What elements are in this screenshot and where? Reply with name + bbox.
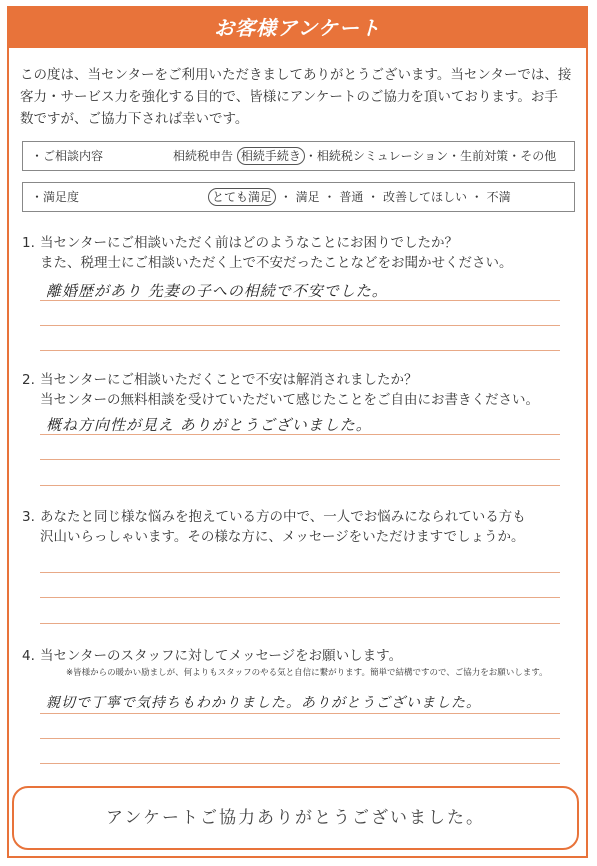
answer-2[interactable]: 概ね方向性が見え ありがとうございました。 bbox=[46, 416, 372, 434]
consult-content-box bbox=[22, 141, 575, 171]
consult-option[interactable]: 相続税申告 bbox=[173, 149, 234, 163]
question-text: あなたと同じ様な悩みを抱えている方の中で、一人でお悩みになられている方も bbox=[40, 509, 526, 525]
answer-line bbox=[40, 623, 560, 624]
page-title: お客様アンケート bbox=[7, 6, 588, 48]
answer-line bbox=[40, 763, 560, 764]
thanks-message: アンケートご協力ありがとうございました。 bbox=[12, 786, 579, 850]
answer-line bbox=[40, 485, 560, 486]
satisfaction-option-selected[interactable]: とても満足 bbox=[208, 188, 276, 206]
satisfaction-option[interactable]: 満足 bbox=[295, 190, 320, 204]
consult-label: ・ご相談内容 bbox=[31, 149, 104, 163]
answer-line bbox=[40, 459, 560, 460]
question-text: また、税理士にご相談いただく上で不安だったことなどをお聞かせください。 bbox=[40, 255, 513, 271]
question-1 bbox=[22, 233, 582, 273]
consult-options: 相続税申告 相続手続き ・相続税シミュレーション・生前対策・その他 bbox=[173, 149, 557, 163]
satisfaction-option[interactable]: 普通 bbox=[339, 190, 364, 204]
question-text: 沢山いらっしゃいます。その様な方に、メッセージをいただけますでしょうか。 bbox=[40, 529, 525, 545]
satisfaction-box bbox=[22, 182, 575, 212]
question-text: 当センターのスタッフに対してメッセージをお願いします。 bbox=[40, 648, 403, 664]
question-2 bbox=[22, 370, 582, 410]
question-number: 1. bbox=[22, 235, 35, 251]
answer-1[interactable]: 離婚歴があり 先妻の子への相続で不安でした。 bbox=[46, 282, 388, 300]
intro-line: この度は、当センターをご利用いただきましてありがとうございます。当センターでは、接 bbox=[20, 67, 572, 83]
intro-line: 客力・サービス力を強化する目的で、皆様にアンケートのご協力を頂いております。お手 bbox=[20, 89, 558, 105]
question-number: 4. bbox=[22, 648, 35, 664]
satisfaction-option[interactable]: 改善してほしい bbox=[382, 190, 467, 204]
satisfaction-label: ・満足度 bbox=[31, 190, 80, 204]
intro-line: 数ですが、ご協力下されば幸いです。 bbox=[20, 111, 249, 127]
question-3 bbox=[22, 507, 582, 547]
question-text: 当センターにご相談いただく前はどのようなことにお困りでしたか？ bbox=[40, 235, 458, 251]
answer-line bbox=[40, 738, 560, 739]
consult-option[interactable]: 生前対策 bbox=[460, 149, 509, 163]
question-text: 当センターにご相談いただくことで不安は解消されましたか？ bbox=[40, 372, 418, 388]
answer-line bbox=[40, 350, 560, 351]
consult-option[interactable]: その他 bbox=[520, 149, 557, 163]
answer-line bbox=[40, 434, 560, 435]
answer-4[interactable]: 親切で丁寧で気持ちもわかりました。ありがとうございました。 bbox=[46, 695, 481, 711]
satisfaction-options: とても満足 ・ 満足 ・ 普通 ・ 改善してほしい ・ 不満 bbox=[208, 183, 511, 211]
answer-line bbox=[40, 597, 560, 598]
intro-text bbox=[20, 64, 580, 130]
answer-line bbox=[40, 713, 560, 714]
question-4 bbox=[22, 646, 582, 680]
answer-line bbox=[40, 300, 560, 301]
question-number: 2. bbox=[22, 372, 35, 388]
consult-option[interactable]: 相続税シミュレーション bbox=[316, 149, 449, 163]
consult-option-selected[interactable]: 相続手続き bbox=[237, 147, 305, 165]
question-number: 3. bbox=[22, 509, 35, 525]
answer-line bbox=[40, 325, 560, 326]
question-text: 当センターの無料相談を受けていただいて感じたことをご自由にお書きください。 bbox=[40, 392, 539, 408]
answer-line bbox=[40, 572, 560, 573]
question-note: ※皆様からの暖かい励ましが、何よりもスタッフのやる気と自信に繋がります。簡単で結構ですので、ご協力をお願いします。 bbox=[66, 668, 548, 678]
satisfaction-option[interactable]: 不満 bbox=[486, 190, 511, 204]
